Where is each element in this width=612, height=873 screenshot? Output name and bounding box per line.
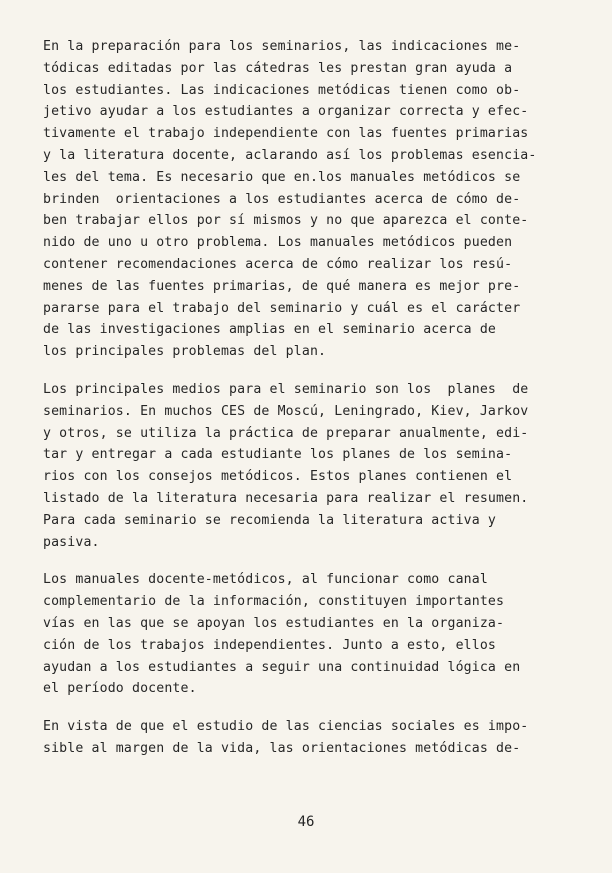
text-line: ben trabajar ellos por sí mismos y no que aparezca el conte- bbox=[43, 213, 529, 229]
text-line: tar y entregar a cada estudiante los planes de los semina- bbox=[43, 447, 513, 463]
text-line: Los principales medios para el seminario son los planes de bbox=[43, 381, 529, 397]
text-line: menes de las fuentes primarias, de qué manera es mejor pre- bbox=[43, 278, 521, 294]
text-line: En vista de que el estudio de las ciencias sociales es impo- bbox=[43, 719, 529, 735]
text-line: rios con los consejos metódicos. Estos planes contienen el bbox=[43, 469, 513, 485]
text-line: y la literatura docente, aclarando así los problemas esencia- bbox=[43, 147, 537, 163]
paragraph-4 bbox=[43, 716, 591, 760]
text-line: seminarios. En muchos CES de Moscú, Leningrado, Kiev, Jarkov bbox=[43, 403, 529, 419]
text-line: tivamente el trabajo independiente con las fuentes primarias bbox=[43, 126, 529, 142]
text-line: sible al margen de la vida, las orientaciones metódicas de- bbox=[43, 740, 521, 756]
text-line: los principales problemas del plan. bbox=[43, 344, 327, 360]
text-line: brinden orientaciones a los estudiantes acerca de cómo de- bbox=[43, 191, 521, 207]
text-line: pararse para el trabajo del seminario y cuál es el carácter bbox=[43, 300, 521, 316]
page-number: 46 bbox=[297, 814, 315, 830]
text-line: pasiva. bbox=[43, 534, 100, 550]
text-line: el período docente. bbox=[43, 681, 197, 697]
text-line: vías en las que se apoyan los estudiantes en la organiza- bbox=[43, 615, 505, 631]
text-line: listado de la literatura necesaria para realizar el resumen. bbox=[43, 490, 529, 506]
body-text bbox=[43, 36, 591, 776]
text-line: ción de los trabajos independientes. Junto a esto, ellos bbox=[43, 637, 497, 653]
text-line: En la preparación para los seminarios, las indicaciones me- bbox=[43, 39, 521, 54]
text-line: tódicas editadas por las cátedras les prestan gran ayuda a bbox=[43, 60, 513, 76]
text-line: contener recomendaciones acerca de cómo realizar los resú- bbox=[43, 256, 513, 272]
text-line: los estudiantes. Las indicaciones metódicas tienen como ob- bbox=[43, 82, 521, 98]
text-line: les del tema. Es necesario que en.los manuales metódicos se bbox=[43, 169, 521, 185]
paragraph-3 bbox=[43, 569, 591, 700]
paragraph-1 bbox=[43, 36, 591, 363]
text-line: complementario de la información, constituyen importantes bbox=[43, 594, 505, 610]
text-line: Para cada seminario se recomienda la literatura activa y bbox=[43, 512, 497, 528]
text-line: Los manuales docente-metódicos, al funcionar como canal bbox=[43, 572, 488, 588]
text-line: y otros, se utiliza la práctica de preparar anualmente, edi- bbox=[43, 425, 529, 441]
paragraph-2 bbox=[43, 379, 591, 553]
text-line: ayudan a los estudiantes a seguir una continuidad lógica en bbox=[43, 659, 521, 675]
text-line: de las investigaciones amplias en el seminario acerca de bbox=[43, 322, 497, 338]
text-line: nido de uno u otro problema. Los manuales metódicos pueden bbox=[43, 235, 513, 251]
text-line: jetivo ayudar a los estudiantes a organizar correcta y efec- bbox=[43, 104, 529, 120]
